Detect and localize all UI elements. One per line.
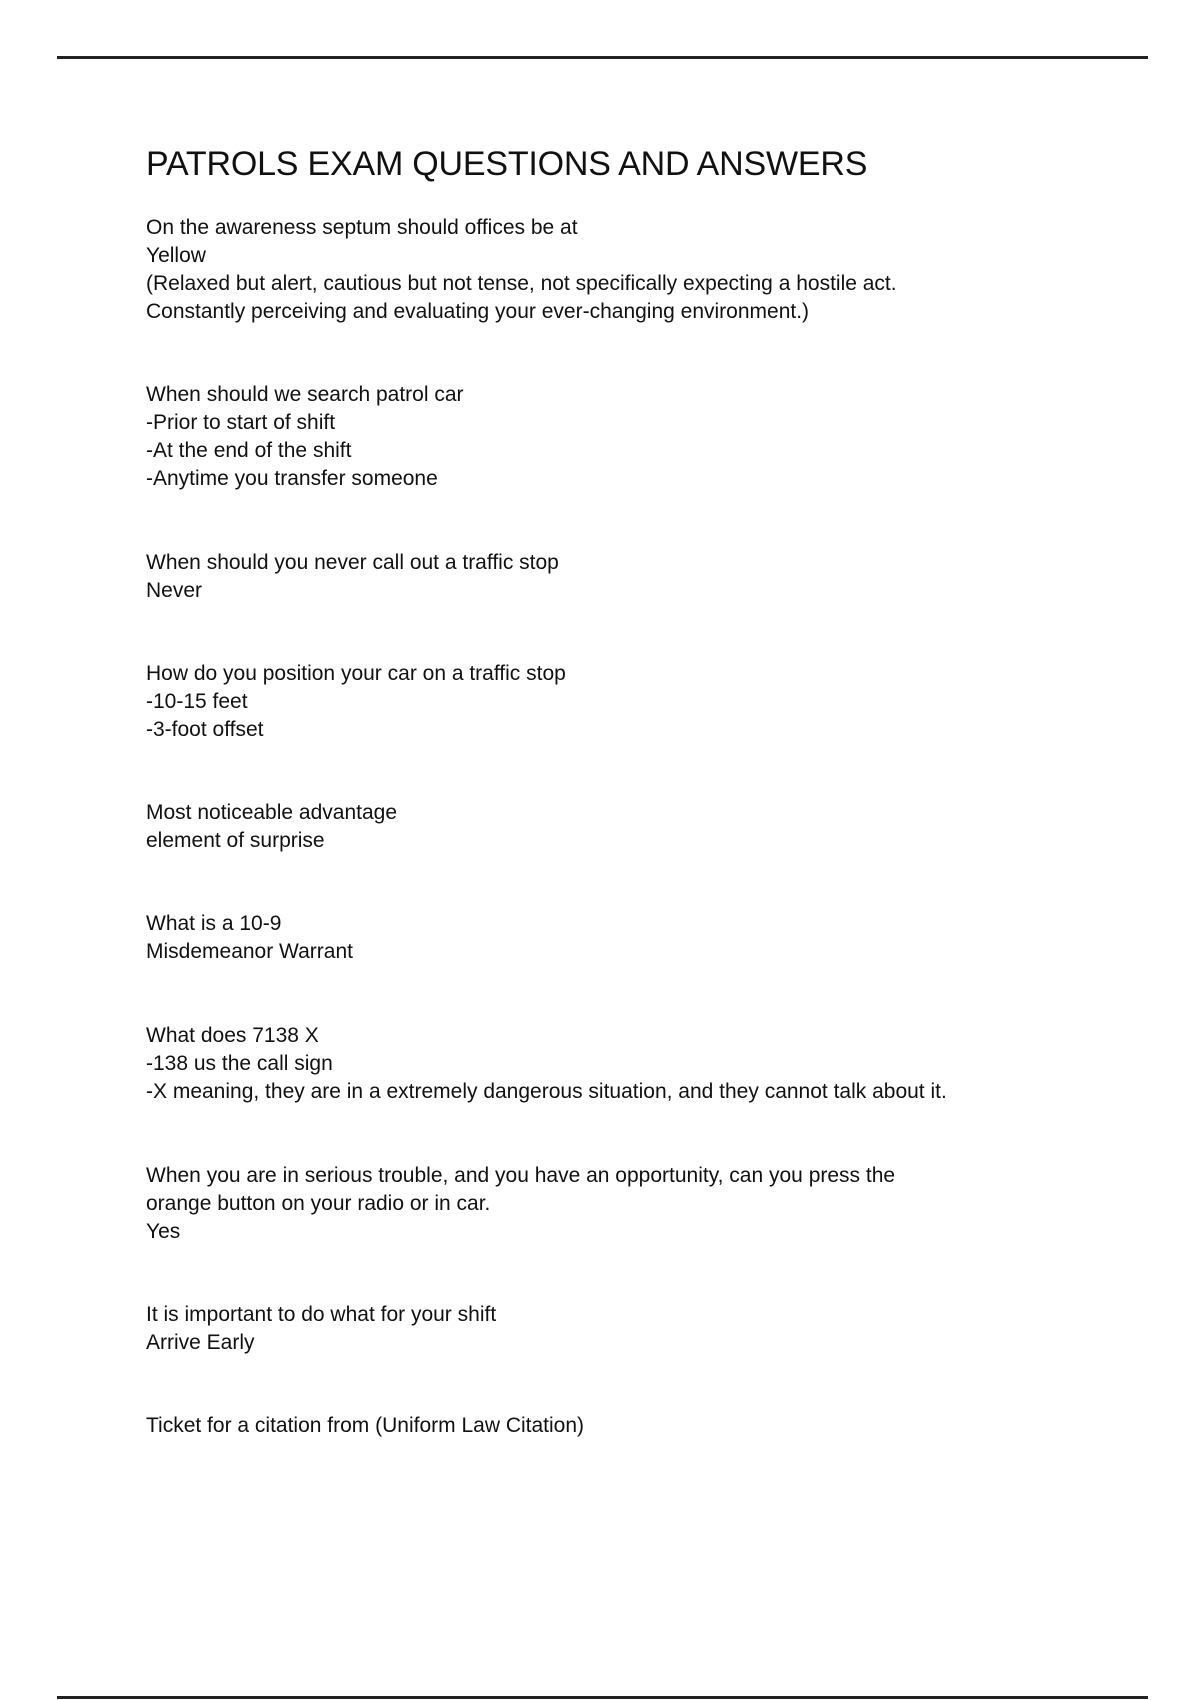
- qa-item: [146, 1412, 1106, 1440]
- qa-item: [146, 1301, 1106, 1357]
- answer-text: Yes: [146, 1220, 181, 1243]
- question-text: When you are in serious trouble, and you have an opportunity, can you press the: [146, 1164, 896, 1187]
- answer-text: Arrive Early: [146, 1331, 255, 1354]
- answer-text: -3-foot offset: [146, 718, 264, 741]
- qa-item: [146, 381, 1106, 493]
- question-text: How do you position your car on a traffic stop: [146, 662, 566, 685]
- answer-text: -10-15 feet: [146, 690, 248, 713]
- question-text: Most noticeable advantage: [146, 801, 398, 824]
- answer-text: Yellow: [146, 244, 206, 267]
- page-title: PATROLS EXAM QUESTIONS AND ANSWERS: [146, 145, 868, 183]
- answer-text: -Anytime you transfer someone: [146, 467, 438, 490]
- qa-item: [146, 799, 1106, 855]
- answer-text: orange button on your radio or in car.: [146, 1192, 491, 1215]
- answer-text: -X meaning, they are in a extremely dangerous situation, and they cannot talk about it.: [146, 1080, 947, 1103]
- answer-text: (Relaxed but alert, cautious but not tense, not specifically expecting a hostile act.: [146, 272, 897, 295]
- qa-item: [146, 549, 1106, 605]
- answer-text: Never: [146, 579, 203, 602]
- qa-item: [146, 660, 1106, 744]
- answer-text: -138 us the call sign: [146, 1052, 333, 1075]
- answer-text: Misdemeanor Warrant: [146, 940, 353, 963]
- qa-item: [146, 1022, 1106, 1106]
- qa-item: [146, 910, 1106, 966]
- question-text: What is a 10-9: [146, 912, 282, 935]
- answer-text: element of surprise: [146, 829, 325, 852]
- question-text: What does 7138 X: [146, 1024, 319, 1047]
- question-text: When should we search patrol car: [146, 383, 464, 406]
- question-text: Ticket for a citation from (Uniform Law Citation): [146, 1414, 585, 1437]
- question-text: On the awareness septum should offices be at: [146, 216, 578, 239]
- qa-item: [146, 214, 1106, 326]
- qa-item: [146, 1162, 1106, 1246]
- question-text: When should you never call out a traffic stop: [146, 551, 559, 574]
- answer-text: -Prior to start of shift: [146, 411, 336, 434]
- answer-text: -At the end of the shift: [146, 439, 352, 462]
- answer-text: Constantly perceiving and evaluating your ever-changing environment.): [146, 300, 810, 323]
- top-divider: [57, 56, 1148, 59]
- question-text: It is important to do what for your shift: [146, 1303, 497, 1326]
- bottom-divider: [57, 1696, 1148, 1699]
